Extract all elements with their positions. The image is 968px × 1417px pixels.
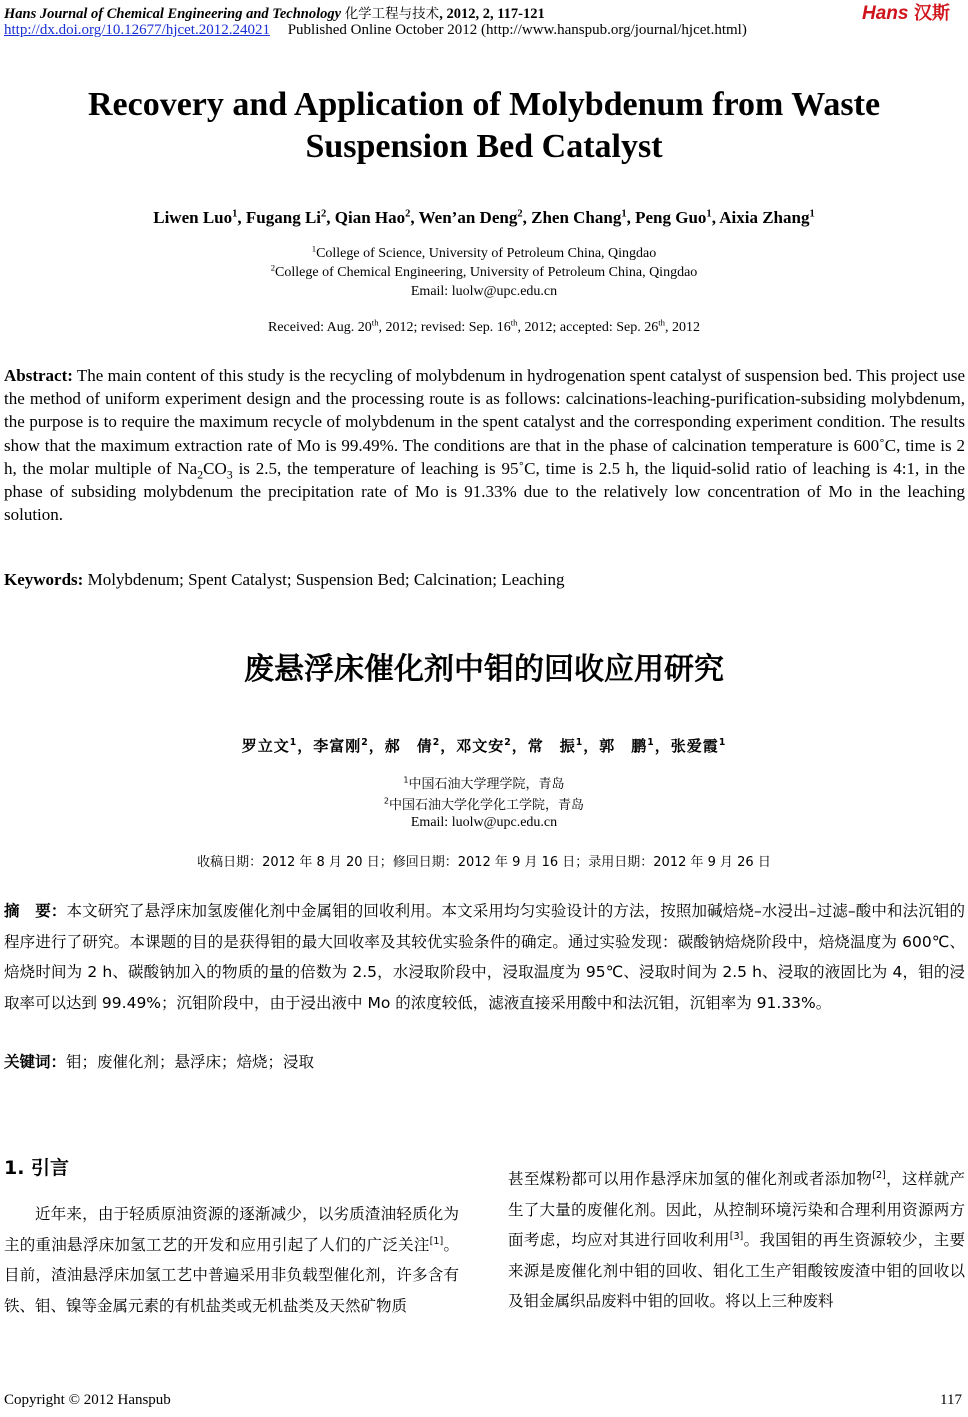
journal-citation: , 2012, 2, 117-121 bbox=[439, 6, 545, 22]
abstract-label: Abstract: bbox=[4, 366, 73, 385]
body-column-left: 近年来，由于轻质原油资源的逐渐减少，以劣质渣油轻质化为主的重油悬浮床加氢工艺的开发和应用引起了人们的广泛关注[1]。目前，渣油悬浮床加氢工艺中普遍采用非负载型催化剂，许多含有铁、钼、镍等金属元素的有机盐类或无机盐类及天然矿物质 bbox=[4, 1205, 459, 1315]
author: Wen’an Deng$^2$ bbox=[418, 208, 523, 227]
journal-header bbox=[4, 2, 545, 23]
keywords-cn: 关键词：钼；废催化剂；悬浮床；焙烧；浸取 bbox=[4, 1053, 315, 1071]
doi-line bbox=[4, 22, 747, 39]
affiliation-cn-1: $^1$中国石油大学理学院，青岛 bbox=[403, 775, 565, 792]
dates-en: Received: Aug. 20th, 2012; revised: Sep. 16th, 2012; accepted: Sep. 26th, 2012 bbox=[267, 317, 701, 335]
keywords-en: Keywords: Molybdenum; Spent Catalyst; Suspension Bed; Calcination; Leaching bbox=[4, 570, 565, 589]
copyright: Copyright © 2012 Hanspub bbox=[4, 1392, 171, 1408]
citation-ref[interactable]: [3] bbox=[729, 1230, 744, 1242]
section-heading: 1. 引言 bbox=[4, 1157, 70, 1179]
paper-title-en bbox=[0, 84, 968, 168]
author: 罗立文$^1$， bbox=[241, 737, 314, 755]
page-number: 117 bbox=[940, 1392, 962, 1408]
published-online: Published Online October 2012 (http://www.hanspub.org/journal/hjcet.html) bbox=[287, 22, 747, 38]
abstract-en: Abstract: The main content of this study is the recycling of molybdenum in hydrogenation spent catalyst of suspension bed. This project use the method of uniform experiment design and the processing route is as follows: calcinations-leaching-purification-subsiding molybdenum, the purpose is to require the maximum recycle of molybdenum in the spent catalyst and the corresponding experiment condition. The results show that the maximum extraction rate of Mo is 99.49%. The conditions are that in the phase of calcination temperature is 600˚C, time is 2 h, the molar multiple of $Na_2CO_3$ is 2.5, the temperature of leaching is 95˚C, time is 2.5 h, the liquid-solid ratio of leaching is 4:1, in the phase of subsiding molybdenum the precipitation rate of Mo is 91.33% due to the relatively low concentration of Mo in the leaching solution. bbox=[4, 366, 965, 525]
title-line-2: Suspension Bed Catalyst bbox=[305, 128, 663, 165]
logo-text-cn: 汉斯 bbox=[914, 3, 950, 24]
affiliation-en-1: $^1$College of Science, University of Petroleum China, Qingdao bbox=[311, 243, 657, 261]
dates-cn: 收稿日期：2012 年 8 月 20 日；修回日期：2012 年 9 月 16 日；录用日期：2012 年 9 月 26 日 bbox=[197, 855, 771, 870]
logo-text-en: Hans bbox=[862, 3, 909, 24]
citation-ref[interactable]: [1] bbox=[429, 1235, 444, 1247]
hans-logo bbox=[862, 0, 962, 24]
author: 邓文安$^2$， bbox=[456, 737, 528, 755]
author: Aixia Zhang$^1$ bbox=[719, 208, 815, 227]
author: 张爱霞$^1$ bbox=[670, 737, 727, 755]
title-line-1: Recovery and Application of Molybdenum from Waste bbox=[87, 86, 881, 123]
paper-title-cn: 废悬浮床催化剂中钼的回收应用研究 bbox=[244, 652, 724, 687]
abstract-cn: 摘 要：本文研究了悬浮床加氢废催化剂中金属钼的回收利用。本文采用均匀实验设计的方法，按照加碱焙烧–水浸出–过滤–酸中和法沉钼的程序进行了研究。本课题的目的是获得钼的最大回收率及其较优实验条件的确定。通过实验发现：碳酸钠焙烧阶段中，焙烧温度为 600℃、焙烧时间为 2 h、碳酸钠加入的物质的量的倍数为 2.5，水浸取阶段中，浸取温度为 95℃、浸取时间为 2.5 h、浸取的液固比为 4，钼的浸取率可以达到 99.49%；沉钼阶段中，由于浸出液中 Mo 的浓度较低，滤液直接采用酸中和法沉钼，沉钼率为 91.33%。 bbox=[4, 902, 965, 1012]
keywords-cn-label: 关键词： bbox=[4, 1053, 67, 1071]
author: Liwen Luo$^1$ bbox=[153, 208, 238, 227]
abstract-cn-label: 摘 要： bbox=[4, 902, 67, 920]
affiliation-cn-2: $^2$中国石油大学化学化工学院，青岛 bbox=[383, 796, 585, 813]
doi-link[interactable]: http://dx.doi.org/10.12677/hjcet.2012.24021 bbox=[4, 22, 270, 38]
journal-title-en: Hans Journal of Chemical Engineering and Technology bbox=[4, 6, 342, 22]
author: 常 振$^1$， bbox=[527, 737, 600, 755]
keywords-label: Keywords: bbox=[4, 570, 84, 589]
author: 李富刚$^2$， bbox=[313, 737, 385, 755]
author: Peng Guo$^1$ bbox=[635, 208, 712, 227]
author: 郝 倩$^2$， bbox=[384, 737, 457, 755]
email-en: Email: luolw@upc.edu.cn bbox=[410, 284, 558, 299]
author: Fugang Li$^2$ bbox=[245, 208, 327, 227]
author: Zhen Chang$^1$ bbox=[531, 208, 627, 227]
email-cn: Email: luolw@upc.edu.cn bbox=[410, 815, 558, 830]
authors-cn bbox=[0, 735, 968, 756]
citation-ref[interactable]: [2] bbox=[872, 1169, 886, 1181]
author: 郭 鹏$^1$， bbox=[599, 737, 671, 755]
journal-title-cn: 化学工程与技术 bbox=[344, 6, 440, 22]
body-column-right: 甚至煤粉都可以用作悬浮床加氢的催化剂或者添加物[2]，这样就产生了大量的废催化剂。因此，从控制环境污染和合理利用资源两方面考虑，均应对其进行回收利用[3]。我国钼的再生资源较少，主要来源是废催化剂中钼的回收、钼化工生产钼酸铵废渣中钼的回收以及钼金属织品废料中钼的回收。将以上三种废料 bbox=[508, 1169, 965, 1310]
author: Qian Hao$^2$ bbox=[334, 208, 411, 227]
affiliation-en-2: $^2$College of Chemical Engineering, University of Petroleum China, Qingdao bbox=[270, 262, 698, 280]
authors-en: Liwen Luo$^1$, Fugang Li$^2$, Qian Hao$^2$, Wen’an Deng$^2$, Zhen Chang$^1$, Peng Guo$^1$, Aixia Zhang$^1$ bbox=[153, 208, 815, 227]
